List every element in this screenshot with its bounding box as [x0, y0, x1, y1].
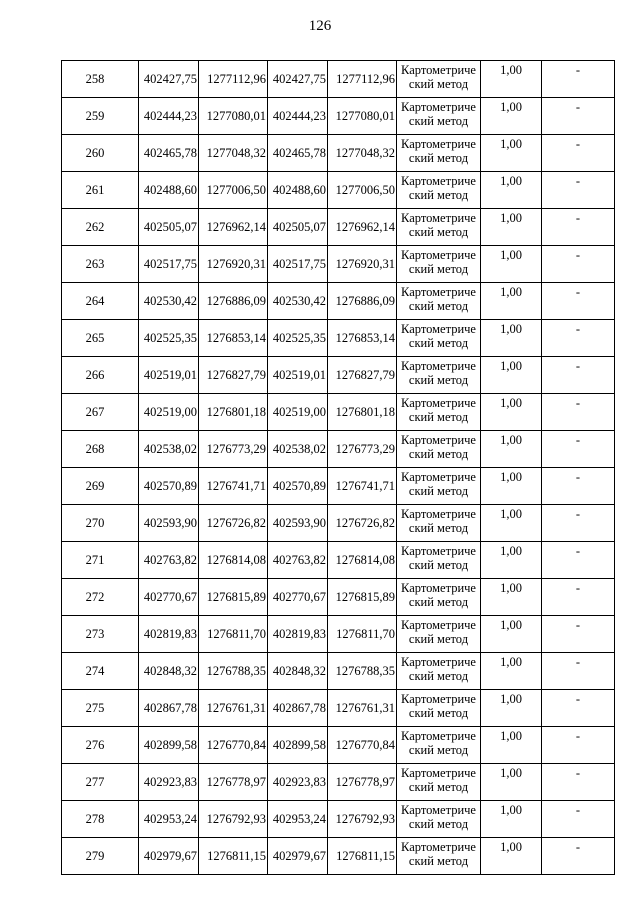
- cell-method: Картометриче ский метод: [397, 246, 481, 283]
- cell-y-new: 1276815,89: [328, 579, 397, 616]
- cell-x-new: 402770,67: [268, 579, 328, 616]
- cell-x-new: 402465,78: [268, 135, 328, 172]
- table-row: [62, 61, 615, 98]
- cell-y-old: 1276811,70: [199, 616, 268, 653]
- cell-y-new: 1276778,97: [328, 764, 397, 801]
- cell-method: Картометриче ский метод: [397, 394, 481, 431]
- cell-method: Картометриче ский метод: [397, 579, 481, 616]
- cell-note: -: [542, 98, 615, 135]
- cell-accuracy: 1,00: [481, 579, 542, 616]
- cell-method: Картометриче ский метод: [397, 505, 481, 542]
- cell-note: -: [542, 468, 615, 505]
- cell-y-new: 1276920,31: [328, 246, 397, 283]
- cell-note: -: [542, 838, 615, 875]
- cell-note: -: [542, 320, 615, 357]
- table-row: [62, 579, 615, 616]
- cell-accuracy: 1,00: [481, 61, 542, 98]
- cell-y-old: 1276814,08: [199, 542, 268, 579]
- cell-point-number: 267: [62, 394, 139, 431]
- cell-x-old: 402519,01: [139, 357, 199, 394]
- cell-accuracy: 1,00: [481, 542, 542, 579]
- cell-x-old: 402465,78: [139, 135, 199, 172]
- cell-x-old: 402763,82: [139, 542, 199, 579]
- cell-method: Картометриче ский метод: [397, 653, 481, 690]
- cell-y-old: 1276962,14: [199, 209, 268, 246]
- cell-accuracy: 1,00: [481, 690, 542, 727]
- cell-y-new: 1276962,14: [328, 209, 397, 246]
- cell-x-old: 402570,89: [139, 468, 199, 505]
- cell-y-old: 1276773,29: [199, 431, 268, 468]
- cell-point-number: 269: [62, 468, 139, 505]
- table-row: [62, 209, 615, 246]
- table-row: [62, 838, 615, 875]
- cell-y-old: 1276853,14: [199, 320, 268, 357]
- table-row: [62, 801, 615, 838]
- cell-y-old: 1276726,82: [199, 505, 268, 542]
- cell-y-new: 1276770,84: [328, 727, 397, 764]
- cell-point-number: 263: [62, 246, 139, 283]
- cell-accuracy: 1,00: [481, 394, 542, 431]
- cell-y-new: 1276853,14: [328, 320, 397, 357]
- cell-method: Картометриче ский метод: [397, 283, 481, 320]
- cell-accuracy: 1,00: [481, 431, 542, 468]
- cell-note: -: [542, 616, 615, 653]
- table-row: [62, 283, 615, 320]
- cell-y-new: 1276741,71: [328, 468, 397, 505]
- cell-y-new: 1276792,93: [328, 801, 397, 838]
- cell-accuracy: 1,00: [481, 320, 542, 357]
- cell-y-old: 1276792,93: [199, 801, 268, 838]
- cell-point-number: 268: [62, 431, 139, 468]
- cell-note: -: [542, 542, 615, 579]
- cell-x-old: 402505,07: [139, 209, 199, 246]
- table-row: [62, 542, 615, 579]
- cell-x-new: 402538,02: [268, 431, 328, 468]
- cell-y-new: 1276814,08: [328, 542, 397, 579]
- cell-method: Картометриче ский метод: [397, 135, 481, 172]
- cell-x-old: 402519,00: [139, 394, 199, 431]
- cell-x-new: 402899,58: [268, 727, 328, 764]
- cell-method: Картометриче ский метод: [397, 727, 481, 764]
- cell-note: -: [542, 61, 615, 98]
- cell-y-old: 1276761,31: [199, 690, 268, 727]
- cell-y-new: 1276726,82: [328, 505, 397, 542]
- cell-accuracy: 1,00: [481, 468, 542, 505]
- cell-point-number: 271: [62, 542, 139, 579]
- cell-y-new: 1277006,50: [328, 172, 397, 209]
- cell-y-old: 1276741,71: [199, 468, 268, 505]
- cell-note: -: [542, 801, 615, 838]
- cell-method: Картометриче ский метод: [397, 690, 481, 727]
- cell-x-new: 402517,75: [268, 246, 328, 283]
- cell-method: Картометриче ский метод: [397, 172, 481, 209]
- cell-x-new: 402593,90: [268, 505, 328, 542]
- table-row: [62, 653, 615, 690]
- cell-y-new: 1276788,35: [328, 653, 397, 690]
- cell-note: -: [542, 394, 615, 431]
- cell-note: -: [542, 579, 615, 616]
- cell-accuracy: 1,00: [481, 246, 542, 283]
- cell-accuracy: 1,00: [481, 653, 542, 690]
- cell-y-new: 1276773,29: [328, 431, 397, 468]
- table-row: [62, 135, 615, 172]
- cell-accuracy: 1,00: [481, 838, 542, 875]
- cell-x-old: 402427,75: [139, 61, 199, 98]
- cell-method: Картометриче ский метод: [397, 98, 481, 135]
- cell-x-new: 402519,01: [268, 357, 328, 394]
- cell-method: Картометриче ский метод: [397, 838, 481, 875]
- cell-x-old: 402979,67: [139, 838, 199, 875]
- cell-y-old: 1276827,79: [199, 357, 268, 394]
- cell-y-new: 1276811,70: [328, 616, 397, 653]
- cell-x-new: 402570,89: [268, 468, 328, 505]
- cell-note: -: [542, 357, 615, 394]
- cell-y-old: 1277048,32: [199, 135, 268, 172]
- cell-method: Картометриче ский метод: [397, 320, 481, 357]
- cell-y-old: 1277006,50: [199, 172, 268, 209]
- cell-y-old: 1277112,96: [199, 61, 268, 98]
- cell-point-number: 278: [62, 801, 139, 838]
- cell-point-number: 261: [62, 172, 139, 209]
- cell-accuracy: 1,00: [481, 172, 542, 209]
- cell-method: Картометриче ский метод: [397, 801, 481, 838]
- cell-point-number: 264: [62, 283, 139, 320]
- cell-y-old: 1276811,15: [199, 838, 268, 875]
- table-row: [62, 505, 615, 542]
- cell-point-number: 274: [62, 653, 139, 690]
- cell-x-new: 402953,24: [268, 801, 328, 838]
- cell-accuracy: 1,00: [481, 764, 542, 801]
- table-row: [62, 727, 615, 764]
- cell-y-old: 1276801,18: [199, 394, 268, 431]
- cell-method: Картометриче ский метод: [397, 209, 481, 246]
- cell-y-new: 1276801,18: [328, 394, 397, 431]
- table-body: [62, 61, 615, 875]
- cell-method: Картометриче ский метод: [397, 764, 481, 801]
- cell-note: -: [542, 764, 615, 801]
- cell-x-old: 402923,83: [139, 764, 199, 801]
- cell-y-new: 1277048,32: [328, 135, 397, 172]
- cell-note: -: [542, 209, 615, 246]
- cell-note: -: [542, 283, 615, 320]
- cell-note: -: [542, 246, 615, 283]
- cell-x-new: 402867,78: [268, 690, 328, 727]
- cell-x-old: 402530,42: [139, 283, 199, 320]
- cell-method: Картометриче ский метод: [397, 616, 481, 653]
- cell-x-old: 402538,02: [139, 431, 199, 468]
- cell-point-number: 277: [62, 764, 139, 801]
- cell-y-old: 1276815,89: [199, 579, 268, 616]
- cell-y-old: 1276788,35: [199, 653, 268, 690]
- cell-point-number: 270: [62, 505, 139, 542]
- table-row: [62, 394, 615, 431]
- cell-y-old: 1276778,97: [199, 764, 268, 801]
- cell-note: -: [542, 135, 615, 172]
- cell-method: Картометриче ский метод: [397, 357, 481, 394]
- cell-y-old: 1277080,01: [199, 98, 268, 135]
- cell-x-new: 402848,32: [268, 653, 328, 690]
- cell-note: -: [542, 172, 615, 209]
- cell-y-new: 1276761,31: [328, 690, 397, 727]
- table-row: [62, 246, 615, 283]
- table-row: [62, 690, 615, 727]
- cell-accuracy: 1,00: [481, 98, 542, 135]
- cell-y-old: 1276770,84: [199, 727, 268, 764]
- cell-x-old: 402444,23: [139, 98, 199, 135]
- table-row: [62, 431, 615, 468]
- table-row: [62, 320, 615, 357]
- cell-x-old: 402899,58: [139, 727, 199, 764]
- cell-point-number: 276: [62, 727, 139, 764]
- cell-y-old: 1276886,09: [199, 283, 268, 320]
- cell-y-old: 1276920,31: [199, 246, 268, 283]
- cell-y-new: 1277112,96: [328, 61, 397, 98]
- cell-method: Картометриче ский метод: [397, 61, 481, 98]
- cell-point-number: 262: [62, 209, 139, 246]
- cell-method: Картометриче ский метод: [397, 468, 481, 505]
- table-row: [62, 468, 615, 505]
- cell-x-new: 402427,75: [268, 61, 328, 98]
- cell-x-new: 402519,00: [268, 394, 328, 431]
- cell-accuracy: 1,00: [481, 801, 542, 838]
- cell-x-old: 402770,67: [139, 579, 199, 616]
- cell-x-new: 402530,42: [268, 283, 328, 320]
- cell-point-number: 279: [62, 838, 139, 875]
- cell-x-old: 402517,75: [139, 246, 199, 283]
- cell-x-old: 402819,83: [139, 616, 199, 653]
- cell-x-new: 402488,60: [268, 172, 328, 209]
- cell-x-old: 402867,78: [139, 690, 199, 727]
- table-row: [62, 616, 615, 653]
- cell-x-old: 402488,60: [139, 172, 199, 209]
- cell-x-old: 402848,32: [139, 653, 199, 690]
- cell-point-number: 259: [62, 98, 139, 135]
- cell-note: -: [542, 653, 615, 690]
- cell-accuracy: 1,00: [481, 357, 542, 394]
- cell-accuracy: 1,00: [481, 283, 542, 320]
- cell-accuracy: 1,00: [481, 616, 542, 653]
- cell-accuracy: 1,00: [481, 505, 542, 542]
- cell-x-new: 402505,07: [268, 209, 328, 246]
- cell-point-number: 272: [62, 579, 139, 616]
- coordinates-table: [61, 60, 615, 875]
- table-row: [62, 172, 615, 209]
- cell-point-number: 275: [62, 690, 139, 727]
- cell-point-number: 265: [62, 320, 139, 357]
- cell-point-number: 258: [62, 61, 139, 98]
- cell-accuracy: 1,00: [481, 727, 542, 764]
- cell-point-number: 266: [62, 357, 139, 394]
- cell-note: -: [542, 505, 615, 542]
- table-row: [62, 764, 615, 801]
- cell-note: -: [542, 727, 615, 764]
- cell-note: -: [542, 690, 615, 727]
- cell-note: -: [542, 431, 615, 468]
- cell-y-new: 1276811,15: [328, 838, 397, 875]
- table-row: [62, 98, 615, 135]
- cell-y-new: 1277080,01: [328, 98, 397, 135]
- cell-point-number: 260: [62, 135, 139, 172]
- table-row: [62, 357, 615, 394]
- cell-x-new: 402979,67: [268, 838, 328, 875]
- cell-x-old: 402525,35: [139, 320, 199, 357]
- cell-method: Картометриче ский метод: [397, 542, 481, 579]
- cell-x-old: 402953,24: [139, 801, 199, 838]
- page-number: 126: [308, 18, 332, 34]
- cell-point-number: 273: [62, 616, 139, 653]
- cell-method: Картометриче ский метод: [397, 431, 481, 468]
- cell-x-old: 402593,90: [139, 505, 199, 542]
- cell-x-new: 402819,83: [268, 616, 328, 653]
- cell-x-new: 402525,35: [268, 320, 328, 357]
- cell-x-new: 402923,83: [268, 764, 328, 801]
- cell-x-new: 402763,82: [268, 542, 328, 579]
- cell-accuracy: 1,00: [481, 135, 542, 172]
- cell-y-new: 1276886,09: [328, 283, 397, 320]
- cell-x-new: 402444,23: [268, 98, 328, 135]
- cell-y-new: 1276827,79: [328, 357, 397, 394]
- cell-accuracy: 1,00: [481, 209, 542, 246]
